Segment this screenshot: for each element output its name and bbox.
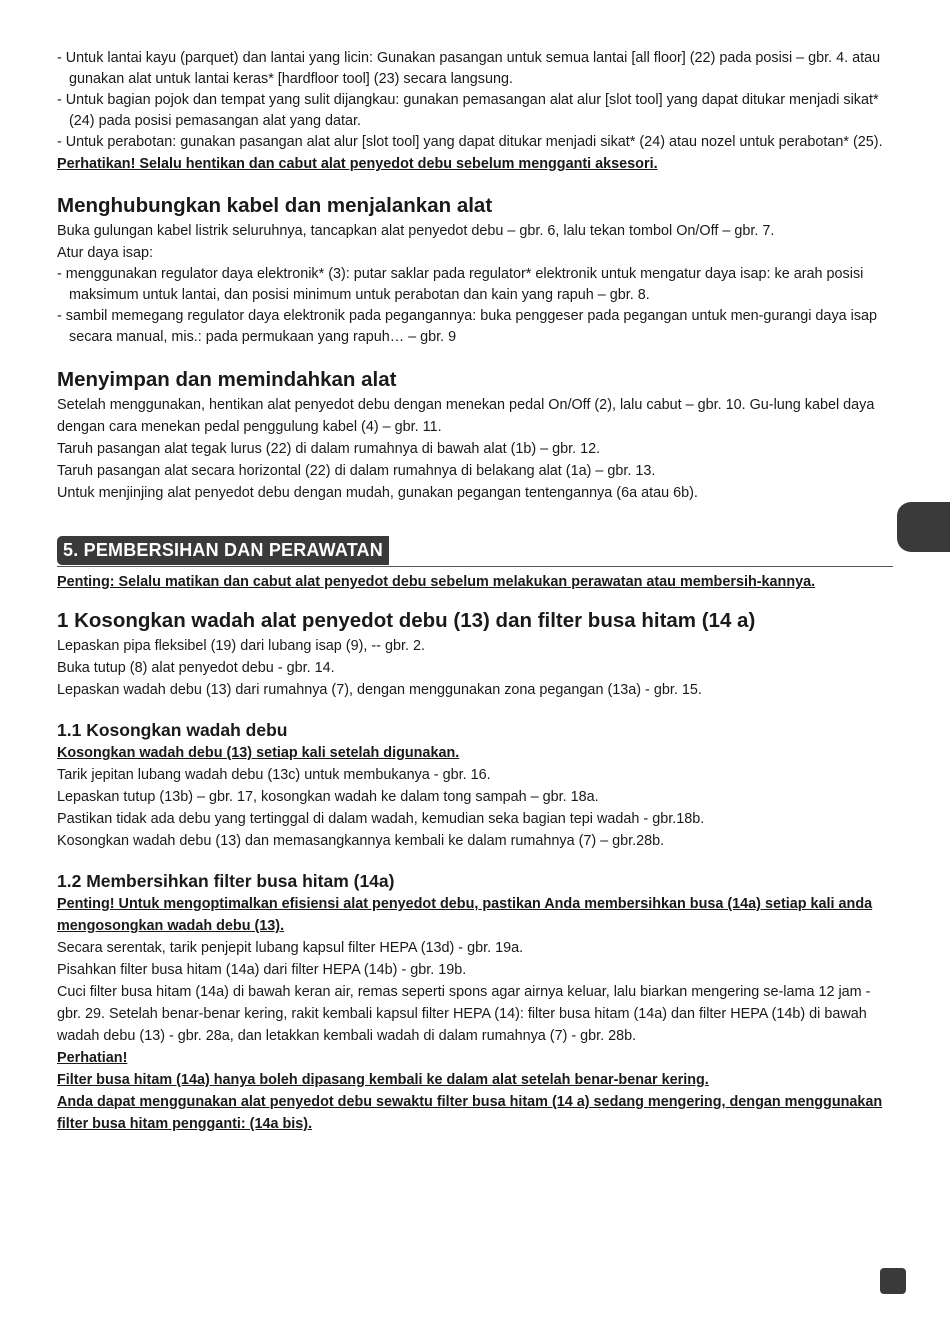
heading-store: Menyimpan dan memindahkan alat: [57, 368, 397, 391]
attention-label: Perhatian!: [57, 1050, 128, 1066]
heading-empty-container: 1 Kosongkan wadah alat penyedot debu (13) dan filter busa hitam (14 a): [57, 609, 756, 632]
paragraph: Tarik jepitan lubang wadah debu (13c) untuk membukanya - gbr. 16.: [57, 767, 491, 783]
paragraph: Taruh pasangan alat tegak lurus (22) di dalam rumahnya di bawah alat (1b) – gbr. 12.: [57, 441, 601, 457]
paragraph: Lepaskan wadah debu (13) dari rumahnya (7), dengan menggunakan zona pegangan (13a) - gbr. 15.: [57, 682, 702, 698]
attention-line: Filter busa hitam (14a) hanya boleh dipasang kembali ke dalam alat setelah benar-benar kering.: [57, 1072, 709, 1088]
paragraph: Setelah menggunakan, hentikan alat penyedot debu dengan menekan pedal On/Off (2), lalu cabut – gbr. 10. Gu-lung kabel daya dengan cara menekan pedal penggulung kabel (4) – gbr. 11.: [57, 397, 875, 435]
paragraph: Atur daya isap:: [57, 245, 153, 261]
list-item: - menggunakan regulator daya elektronik* (3): putar saklar pada regulator* elektronik untuk mengatur daya isap: ke arah posisi maksimum untuk lantai, dan posisi minimum untuk perabotan dan kain yang rapuh – gbr. 8.: [57, 266, 864, 303]
empty-warning: Kosongkan wadah debu (13) setiap kali setelah digunakan.: [57, 745, 460, 761]
paragraph: Pastikan tidak ada debu yang tertinggal di dalam wadah, kemudian seka bagian tepi wadah - gbr.18b.: [57, 811, 705, 827]
foam-warning: Penting! Untuk mengoptimalkan efisiensi alat penyedot debu, pastikan Anda membersihkan busa (14a) setiap kali anda mengosongkan wadah debu (13).: [57, 896, 873, 934]
list-item: - Untuk bagian pojok dan tempat yang sulit dijangkau: gunakan pemasangan alat alur [slot tool] yang dapat ditukar menjadi sikat* (24) pada posisi pemasangan alat yang datar.: [57, 92, 879, 129]
side-tab-marker: [897, 502, 950, 552]
section-banner-rule: [57, 566, 893, 567]
paragraph: Taruh pasangan alat secara horizontal (22) di dalam rumahnya di belakang alat (1a) – gbr. 13.: [57, 463, 656, 479]
paragraph: Lepaskan tutup (13b) – gbr. 17, kosongkan wadah ke dalam tong sampah – gbr. 18a.: [57, 789, 599, 805]
maintenance-warning: Penting: Selalu matikan dan cabut alat penyedot debu sebelum melakukan perawatan atau membersih-kannya.: [57, 574, 816, 590]
list-item: - Untuk lantai kayu (parquet) dan lantai yang licin: Gunakan pasangan untuk semua lantai [all floor] (22) pada posisi – gbr. 4. atau gunakan alat untuk lantai keras* [hardfloor tool] (23) secara langsung.: [57, 50, 881, 87]
paragraph: Buka tutup (8) alat penyedot debu - gbr. 14.: [57, 660, 335, 676]
accessory-warning: Perhatikan! Selalu hentikan dan cabut alat penyedot debu sebelum mengganti aksesori.: [57, 156, 658, 172]
paragraph: Buka gulungan kabel listrik seluruhnya, tancapkan alat penyedot debu – gbr. 6, lalu tekan tombol On/Off – gbr. 7.: [57, 223, 775, 239]
paragraph: Pisahkan filter busa hitam (14a) dari filter HEPA (14b) - gbr. 19b.: [57, 962, 467, 978]
list-item: - sambil memegang regulator daya elektronik pada pegangannya: buka penggeser pada pegangan untuk men-gurangi daya isap secara manual, mis.: pada permukaan yang rapuh… – gbr. 9: [57, 308, 878, 345]
document-page: [57, 48, 893, 1135]
paragraph: Kosongkan wadah debu (13) dan memasangkannya kembali ke dalam rumahnya (7) – gbr.28b.: [57, 833, 665, 849]
page-corner-marker: [880, 1268, 906, 1294]
attention-line: Anda dapat menggunakan alat penyedot debu sewaktu filter busa hitam (14 a) sedang mengering, dengan menggunakan filter busa hitam pengganti: (14a bis).: [57, 1094, 883, 1132]
paragraph: Secara serentak, tarik penjepit lubang kapsul filter HEPA (13d) - gbr. 19a.: [57, 940, 524, 956]
paragraph: Cuci filter busa hitam (14a) di bawah keran air, remas seperti spons agar airnya keluar, lalu biarkan mengering se-lama 12 jam - gbr. 29. Setelah benar-benar kering, rakit kembali kapsul filter HEPA (14): filter busa hitam (14a) dan filter HEPA (14b) di bawah wadah debu (13) - gbr. 28a, dan letakkan kembali wadah di dalam rumahnya (7) - gbr. 28b.: [57, 984, 871, 1044]
list-item: - Untuk perabotan: gunakan pasangan alat alur [slot tool] yang dapat ditukar menjadi sikat* (24) atau nozel untuk perabotan* (25).: [57, 134, 883, 150]
heading-1-1: 1.1 Kosongkan wadah debu: [57, 720, 288, 740]
heading-connect: Menghubungkan kabel dan menjalankan alat: [57, 194, 493, 217]
heading-1-2: 1.2 Membersihkan filter busa hitam (14a): [57, 871, 395, 891]
paragraph: Untuk menjinjing alat penyedot debu dengan mudah, gunakan pegangan tentengannya (6a atau 6b).: [57, 485, 698, 501]
section-banner-title: 5. PEMBERSIHAN DAN PERAWATAN: [57, 536, 389, 565]
paragraph: Lepaskan pipa fleksibel (19) dari lubang isap (9), -- gbr. 2.: [57, 638, 425, 654]
section-banner: [57, 536, 893, 567]
